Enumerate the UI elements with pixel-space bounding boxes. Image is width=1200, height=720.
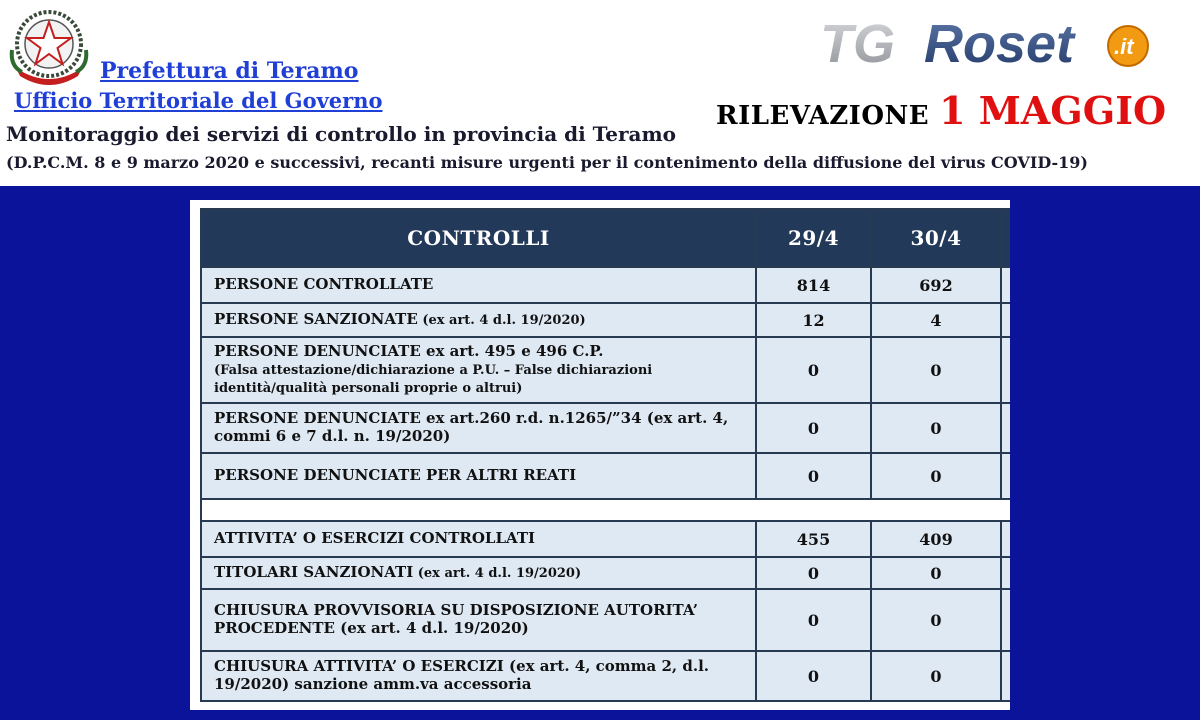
row-label: PERSONE DENUNCIATE ex art. 495 e 496 C.P. (Falsa attestazione/dichiarazione a P.U. – False dichiarazioni identità/qualità personali proprie o altrui) [201, 337, 756, 403]
row-value: 0 [871, 651, 1001, 701]
row-value: 4 [871, 303, 1001, 337]
row-value: 0 [756, 651, 871, 701]
cut-cell [1001, 557, 1010, 589]
row-value: 0 [756, 403, 871, 453]
brand-tg: TG [820, 14, 895, 74]
header-controlli: CONTROLLI [201, 209, 756, 267]
header-cut-column [1001, 209, 1010, 267]
cut-cell [1001, 403, 1010, 453]
controls-table [200, 208, 1010, 702]
row-value: 0 [756, 337, 871, 403]
rilevazione [716, 88, 1166, 133]
tg-roseto-logo [820, 12, 1180, 74]
rilevazione-date: 1 MAGGIO [939, 88, 1167, 133]
row-value: 0 [871, 453, 1001, 499]
ufficio-territoriale: Ufficio Territoriale del Governo [14, 88, 383, 113]
row-value: 0 [756, 453, 871, 499]
table-row [201, 267, 1010, 303]
cut-cell [1001, 267, 1010, 303]
table-row [201, 557, 1010, 589]
row-value: 455 [756, 521, 871, 557]
header-date-30-4: 30/4 [871, 209, 1001, 267]
rilevazione-label: RILEVAZIONE [716, 101, 930, 131]
cut-cell [1001, 589, 1010, 651]
brand-it: .it [1114, 34, 1134, 59]
row-label: CHIUSURA ATTIVITA’ O ESERCIZI (ex art. 4, comma 2, d.l. 19/2020) sanzione amm.va accessoria [201, 651, 756, 701]
row-value: 0 [871, 589, 1001, 651]
document-header [0, 0, 1200, 186]
table-header-row [201, 209, 1010, 267]
row-value: 0 [756, 589, 871, 651]
cut-cell [1001, 303, 1010, 337]
table-row [201, 303, 1010, 337]
document-subtitle: (D.P.C.M. 8 e 9 marzo 2020 e successivi, recanti misure urgenti per il contenimento della diffusione del virus COVID-19) [6, 153, 1088, 172]
table-row [201, 521, 1010, 557]
document-title: Monitoraggio dei servizi di controllo in provincia di Teramo [6, 122, 676, 146]
row-label: PERSONE DENUNCIATE ex art.260 r.d. n.1265/”34 (ex art. 4, commi 6 e 7 d.l. n. 19/2020) [201, 403, 756, 453]
row-value: 409 [871, 521, 1001, 557]
table-row [201, 337, 1010, 403]
row-label: TITOLARI SANZIONATI (ex art. 4 d.l. 19/2020) [201, 557, 756, 589]
row-label: PERSONE CONTROLLATE [201, 267, 756, 303]
row-value: 0 [871, 403, 1001, 453]
cut-cell [1001, 651, 1010, 701]
table-row [201, 651, 1010, 701]
table-row [201, 403, 1010, 453]
cut-cell [1001, 453, 1010, 499]
brand-roseto: Roset [924, 14, 1075, 74]
row-value: 0 [756, 557, 871, 589]
row-label: PERSONE DENUNCIATE PER ALTRI REATI [201, 453, 756, 499]
row-value: 0 [871, 337, 1001, 403]
row-label: CHIUSURA PROVVISORIA SU DISPOSIZIONE AUTORITA’ PROCEDENTE (ex art. 4 d.l. 19/2020) [201, 589, 756, 651]
row-value: 0 [871, 557, 1001, 589]
table-separator-row [201, 499, 1010, 521]
header-date-29-4: 29/4 [756, 209, 871, 267]
row-value: 814 [756, 267, 871, 303]
row-label: ATTIVITA’ O ESERCIZI CONTROLLATI [201, 521, 756, 557]
controls-table-panel [190, 200, 1010, 710]
row-value: 692 [871, 267, 1001, 303]
row-label: PERSONE SANZIONATE (ex art. 4 d.l. 19/2020) [201, 303, 756, 337]
row-value: 12 [756, 303, 871, 337]
table-row [201, 589, 1010, 651]
table-row [201, 453, 1010, 499]
cut-cell [1001, 337, 1010, 403]
cut-cell [1001, 521, 1010, 557]
italian-republic-emblem-icon [6, 6, 92, 88]
prefettura-name: Prefettura di Teramo [100, 58, 359, 84]
